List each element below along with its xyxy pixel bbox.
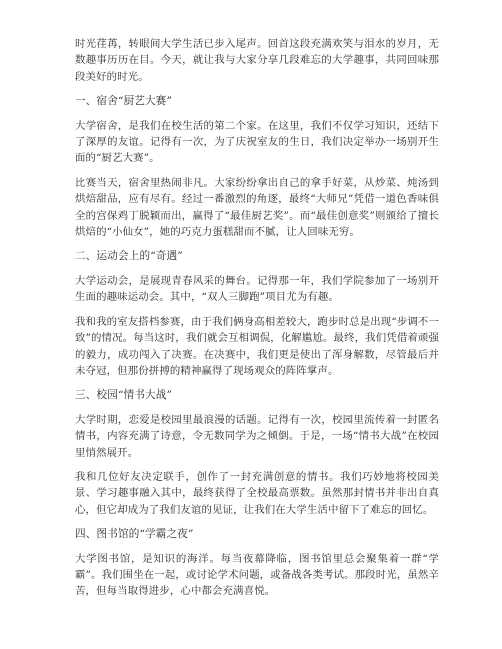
- body-paragraph: 大学宿舍，是我们在校生活的第二个家。在这里，我们不仅学习知识，还结下了深厚的友谊。记得有一次，为了庆祝室友的生日，我们决定举办一场别开生面的“厨艺大赛”。: [75, 119, 439, 165]
- section-heading: 二、运动会上的“奇遇”: [75, 250, 183, 263]
- body-paragraph: 大学时期，恋爱是校园里最浪漫的话题。记得有一次，校园里流传着一封匿名情书，内容充满了诗意，令无数同学为之倾倒。于是，一场“情书大战”在校园里悄然展开。: [75, 413, 439, 459]
- intro-paragraph: 时光荏苒，转眼间大学生活已步入尾声。回首这段充满欢笑与泪水的岁月，无数趣事历历在目。今天，就让我与大家分享几段难忘的大学趣事，共同回味那段美好的时光。: [75, 38, 439, 83]
- body-paragraph: 我和我的室友搭档参赛，由于我们俩身高相差较大，跑步时总是出现“步调不一致”的情况。每当这时，我们就会互相调侃，化解尴尬。最终，我们凭借着顽强的毅力，成功闯入了决赛。在决赛中，我们更是使出了浑身解数，尽管最后并未夺冠，但那份拼搏的精神赢得了现场观众的阵阵掌声。: [75, 315, 439, 377]
- section-love-letters: [75, 387, 439, 518]
- body-paragraph: 大学运动会，是展现青春风采的舞台。记得那一年，我们学院参加了一场别开生面的趣味运动会。其中，“双人三脚跑”项目尤为有趣。: [75, 274, 439, 304]
- body-paragraph: 比赛当天，宿舍里热闹非凡。大家纷纷拿出自己的拿手好菜，从炒菜、炖汤到烘焙甜品，应有尽有。经过一番激烈的角逐，最终“大师兄”凭借一道色香味俱全的宫保鸡丁脱颖而出，赢得了“最佳厨艺奖”。而“最佳创意奖”则颁给了擅长烘焙的“小仙女”，她的巧克力蛋糕甜而不腻，让人回味无穷。: [75, 176, 439, 239]
- section-dormitory-cooking: [75, 93, 439, 240]
- body-paragraph: 大学图书馆，是知识的海洋。每当夜幕降临，图书馆里总会聚集着一群“学霸”。我们围坐在一起，或讨论学术问题，或备战各类考试。那段时光，虽然辛苦，但每当取得进步，心中都会充满喜悦。: [75, 552, 439, 598]
- section-heading: 一、宿舍“厨艺大赛”: [75, 95, 173, 108]
- section-heading: 三、校园“情书大战”: [75, 389, 173, 402]
- section-sports-meet: [75, 248, 439, 379]
- body-paragraph: 我和几位好友决定联手，创作了一封充满创意的情书。我们巧妙地将校园美景、学习趣事融入其中，最终获得了全校最高票数。虽然那封情书并非出自真心，但它却成为了我们友谊的见证，让我们在大学生活中留下了难忘的回忆。: [75, 470, 439, 516]
- section-library-night: [75, 526, 439, 600]
- document-page: [75, 36, 439, 608]
- section-heading: 四、图书馆的“学霸之夜”: [75, 528, 194, 541]
